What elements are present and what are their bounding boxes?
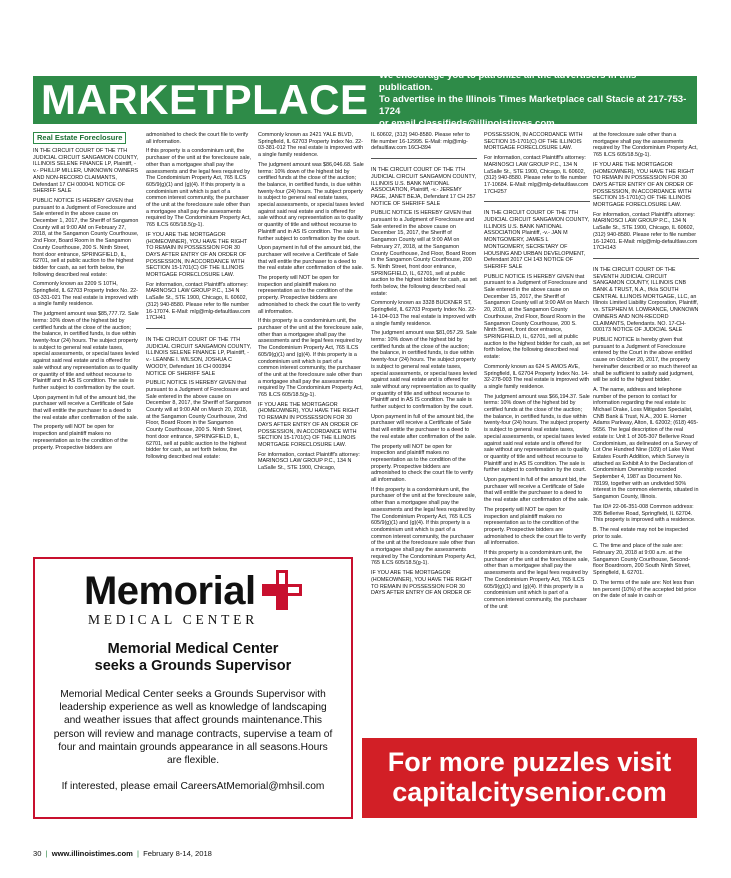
notice-paragraph: PUBLIC NOTICE is hereby given that pursuant to a Judgment of Foreclosure entered by the Court in the above entitled cause on October 20, 2017, the property hereinafter described or so much thereof as shall be sufficient to satisfy said judgment, will be sold to the highest bidder.	[593, 336, 698, 384]
ad-contact-email[interactable]: If interested, please email CareersAtMemorial@mhsil.com	[61, 781, 325, 793]
section-tag: Real Estate Foreclosure	[33, 132, 126, 144]
marketplace-header	[33, 70, 697, 129]
logo-subtitle: MEDICAL CENTER	[87, 612, 259, 627]
notice-paragraph: If this property is a condominium unit, the purchaser of the unit at the foreclosure sale, other than a mortgagee shall pay the assessments and the legal fees required by The Condominium Property Act, 765 ILCS 605/9(g)(1) and (g)(4). If this property is a condominium unit which is part of a common interest community, the purchaser of the unit at the foreclosure sale other than a mortgagee shall pay the assessments required by The Condominium Property Act, 765 ILCS 605/18.5(g-1).	[371, 486, 477, 567]
notice-paragraph: The judgment amount was $86,046.68. Sale terms: 10% down of the highest bid by certified funds at the close of the auction; the balance, in certified funds, is due within twenty-four (24) hours. The subject property is subject to general real estate taxes, special assessments, or special taxes levied against said real estate and is offered for sale without any representation as to quality or quantity of title and without recourse to Plaintiff and in AS IS condition. The sale is further subject to confirmation by the court.	[258, 161, 364, 242]
column-2	[146, 132, 252, 549]
notice-paragraph: The judgment amount was $66,194.37. Sale terms: 10% down of the highest bid by certified funds at the close of the auction; the balance, in certified funds, is due within twenty-four (24) hours. The subject property is subject to general real estate taxes, special assessments, or special taxes levied against said real estate and is offered for sale without any representation as to quality or quantity of title and without recourse to Plaintiff and in AS IS condition. The sale is further subject to confirmation by the court.	[484, 393, 590, 474]
column-4	[371, 132, 477, 732]
notice-paragraph: For information, contact Plaintiff's attorney: MARINOSCI LAW GROUP P.C., 134 N LaSalle St., STE 1900, Chicago, IL 60602, (312) 940-8580. Please refer to file number 16-17074. E-Mail: mlg@mlg-defaultlaw.com 17CH41	[146, 281, 251, 322]
advertise-promo: We encourage you to patronize all the advertisers in this publication. To advertise in the Illinois Times Marketplace call Stacie at 217-753-1724 or email classifieds@illinoistimes.com.	[379, 70, 687, 129]
notice-paragraph: The property will NOT be open for inspection and plaintiff makes no representation as to the condition of the property. Prospective bidders are admonished to check the court file to verify all information.	[258, 275, 361, 315]
notice-paragraph: IN THE CIRCUIT COURT OF THE SEVENTH JUDICIAL CIRCUIT SANGAMON COUNTY, ILLINOIS CNB BANK & TRUST, N.A., f/k/a SOUTH CENTRAL ILLINOIS MORTGAGE, LLC, an Illinois Limited Liability Corporation, Plaintiff, vs. STEPHEN M. LOWRANCE, UNKNOWN OWNERS AND NON-RECORD CLAIMANTS, Defendants. NO. 17-CH-000173 NOTICE OF JUDICIAL SALE	[593, 266, 699, 334]
notice-divider	[371, 158, 477, 159]
notice-paragraph: The property will NOT be open for inspection and plaintiff makes no representation as to the condition of the property. Prospective bidders are	[33, 424, 128, 451]
site-link[interactable]: www.illinoistimes.com	[51, 849, 133, 858]
notice-paragraph: Tax ID# 22-06-351-008 Common address: 305 Bellerive Road, Springfield, IL 62704. This property is improved with a residence.	[593, 503, 696, 524]
notice-paragraph: Commonly known as 624 S AMOS AVE, Springfield, IL 62704 Property Index No. 14-32-278-003 The real estate is improved with a single family residence.	[484, 363, 590, 390]
notice-paragraph: Commonly known as 2421 YALE BLVD, Springfield, IL 62703 Property Index No. 22-03-381-012 The real estate is improved with a single family residence.	[258, 132, 364, 159]
notice-paragraph: A. The name, address and telephone number of the person to contact for information regarding the real estate is: Michael Drake, Loss Mitigation Specialist, CNB Bank & Trust, N.A., 200 E. Homer Adams Parkway, Alton, IL 62002; (618) 465-5656. The legal description of the real estate is: Unit 1 of 305-307 Bellerive Road Condominium, as delineated on a Survey of Lot One Hundred Nine (109) of Lake West Estates Fourth Addition, which Survey is attached as Exhibit A to the Declaration of Condominium Ownership recorded September 4, 1987 as Document No. 78199, together with an undivided 50% interest in the common elements, situated in Sangamon County, Illinois.	[593, 386, 699, 501]
notice-paragraph: Upon payment in full of the amount bid, the purchaser will receive a Certificate of Sale that will entitle the purchaser to a deed to the real estate after confirmation of the sale.	[484, 477, 590, 504]
ad-headline: Memorial Medical Center seeks a Grounds Supervisor	[94, 641, 292, 674]
notice-paragraph: If this property is a condominium unit, the purchaser of the unit at the foreclosure sale, other than a mortgagee shall pay the assessments and the legal fees required by The Condominium Property Act, 765 ILCS 605/9(g)(1) and (g)(4). If this property is a condominium unit which is part of a common interest community, the purchaser of the unit at the foreclosure sale other than a mortgagee shall pay the assessments required by The Condominium Property Act, 765 ILCS 605/18.5(g-1).	[146, 148, 252, 229]
notice-paragraph: For information, contact Plaintiff's attorney: MARINOSCI LAW GROUP P.C., 134 N LaSalle St., STE 1900, Chicago, IL 60602, (312) 940-8580. Please refer to file number 17-10684. E-Mail: mlg@mlg-defaultlaw.com 17CH257	[484, 155, 589, 195]
notice-paragraph: IN THE CIRCUIT COURT OF THE 7TH JUDICIAL CIRCUIT SANGAMON COUNTY, ILLINOIS SELENE FINANCE LP, Plaintiff, -v.- LEANNE I. WILSON, JOSHUA C WOODY, Defendant 16 CH 000394 NOTICE OF SHERIFF SALE	[146, 336, 252, 377]
notice-paragraph: IF YOU ARE THE MORTGAGOR (HOMEOWNER), YOU HAVE THE RIGHT TO REMAIN IN POSSESSION FOR 30 DAYS AFTER ENTRY OF AN ORDER OF POSSESSION, IN ACCORDANCE WITH SECTION 15-1701(C) OF THE ILLINOIS MORTGAGE FORECLOSURE LAW.	[146, 231, 248, 279]
ad-body: Memorial Medical Center seeks a Grounds Supervisor with leadership experience as well as knowledge of landscaping and weather issues that affect grounds maintenance.This person will review and manage contracts, supervise a team of four and maintain grounds appearance in all seasons.Hours are flexible.	[53, 689, 333, 767]
notice-paragraph: D. The terms of the sale are: Not less than ten percent (10%) of the accepted bid price on the date of sale in cash or	[593, 579, 697, 600]
puzzles-ad: For more puzzles visit capitalcitysenior.com	[362, 738, 697, 818]
column-5	[484, 132, 590, 732]
notice-paragraph: IN THE CIRCUIT COURT OF THE 7TH JUDICIAL CIRCUIT SANGAMON COUNTY, ILLINOIS U.S. BANK NATIONAL ASSOCIATION, Plaintiff, -v.- JEREMY PAGE, JANET BEJA, Defendant 17 CH 257 NOTICE OF SHERIFF SALE	[371, 167, 477, 207]
notice-paragraph: B. The real estate may not be inspected prior to sale.	[593, 526, 689, 540]
column-6	[593, 132, 699, 732]
notice-paragraph: The property will NOT be open for inspection and plaintiff makes no representation as to the condition of the property. Prospective bidders are admonished to check the court file to verify all information.	[484, 506, 587, 547]
notice-paragraph: admonished to check the court file to verify all information.	[146, 132, 249, 145]
notice-paragraph: at the foreclosure sale other than a mortgagee shall pay the assessments required by The Condominium Property Act, 765 ILCS 605/18.5(g-1).	[593, 132, 698, 159]
notice-paragraph: Upon payment in full of the amount bid, the purchaser will receive a Certificate of Sale that will entitle the purchaser to a deed to the real estate after confirmation of the sale.	[258, 245, 364, 272]
notice-paragraph: If this property is a condominium unit, the purchaser of the unit at the foreclosure sale, other than a mortgagee shall pay the assessments and the legal fees required by The Condominium Property Act, 765 ILCS 605/9(g)(1) and (g)(4). If this property is a condominium unit which is part of a common interest community, the purchaser of the unit at the foreclosure sale other than a mortgagee shall pay the assessments required by The Condominium Property Act, 765 ILCS 605/18.5(g-1).	[258, 318, 364, 399]
medical-cross-icon	[262, 570, 302, 610]
notice-paragraph: IF YOU ARE THE MORTGAGOR (HOMEOWNER), YOU HAVE THE RIGHT TO REMAIN IN POSSESSION FOR 30 DAYS AFTER ENTRY OF AN ORDER OF POSSESSION, IN ACCORDANCE WITH SECTION 15-1701(C) OF THE ILLINOIS MORTGAGE FORECLOSURE LAW.	[258, 401, 360, 448]
notice-paragraph: The property will NOT be open for inspection and plaintiff makes no representation as to the condition of the property. Prospective bidders are admonished to check the court file to verify all information.	[371, 443, 474, 484]
notice-paragraph: Commonly known as 3328 BUCKNER ST, Springfield, IL 62703 Property Index No. 22-14-104-013 The real estate is improved with a single family residence.	[371, 300, 477, 327]
notice-paragraph: For information, contact Plaintiff's attorney: MARINOSCI LAW GROUP P.C., 134 N LaSalle St., STE 1900, Chicago,	[258, 451, 360, 472]
notice-paragraph: PUBLIC NOTICE IS HEREBY GIVEN that pursuant to a Judgment of Foreclosure and Sale entered in the above cause on December 1, 2017, the Sheriff of Sangamon County will at 9:00 AM on February 27, 2018, at the Sangamon County Courthouse, 2nd Floor, Board Room in the Sangamon County Courthouse, 200 S. Ninth Street, front door entrance, SPRINGFIELD, IL, 62701, sell at public auction to the highest bidder for cash, as set forth below, the following described real estate:	[33, 197, 139, 278]
notice-paragraph: PUBLIC NOTICE IS HEREBY GIVEN that pursuant to a Judgment of Foreclosure and Sale entered in the above cause on December 15, 2017, the Sheriff of Sangamon County will at 9:00 AM on February 27, 2018, at the Sangamon County Courthouse, 2nd Floor, Board Room in the Sangamon County Courthouse, 200 S. Ninth Street, front door entrance, SPRINGFIELD, IL, 62701, sell at public auction to the highest bidder for cash, as set forth below, the following described real estate:	[371, 210, 477, 297]
page-title: MARKETPLACE	[41, 76, 369, 123]
memorial-job-ad	[33, 557, 353, 819]
puzzles-link[interactable]: capitalcitysenior.com	[392, 777, 667, 807]
issue-date: February 8-14, 2018	[143, 849, 212, 858]
notice-paragraph: IL 60602, (312) 940-8580. Please refer to file number 16-12995. E-Mail: mlg@mlg-defaultlaw.com 16CH394	[371, 132, 470, 152]
notice-paragraph: PUBLIC NOTICE IS HEREBY GIVEN that pursuant to a Judgment of Foreclosure and Sale entered in the above cause on December 15, 2017, the Sheriff of Sangamon County will at 9:00 AM on March 20, 2018, at the Sangamon County Courthouse, 2nd Floor, Board Room in the Sangamon County Courthouse, 200 S. Ninth Street, front door entrance, SPRINGFIELD, IL, 62701, sell at public auction to the highest bidder for cash, as set forth below, the following described real estate:	[484, 273, 590, 361]
notice-paragraph: PUBLIC NOTICE IS HEREBY GIVEN that pursuant to a Judgment of Foreclosure and Sale entered in the above cause on December 8, 2017, the Sheriff of Sangamon County will at 9:00 AM on March 20, 2018, at the Sangamon County Courthouse, 2nd Floor, Board Room in the Sangamon County Courthouse, 200 S. Ninth Street, front door entrance, SPRINGFIELD, IL, 62701, sell at public auction to the highest bidder for cash, as set forth below, the following described real estate:	[146, 380, 252, 460]
memorial-logo	[35, 571, 351, 628]
notice-paragraph: IF YOU ARE THE MORTGAGOR (HOMEOWNER), YOU HAVE THE RIGHT TO REMAIN IN POSSESSION FOR 30 DAYS AFTER ENTRY OF AN ORDER OF POSSESSION, IN ACCORDANCE WITH SECTION 15-1701(C) OF THE ILLINOIS MORTGAGE FORECLOSURE LAW.	[593, 161, 695, 209]
page-footer: 30 | www.illinoistimes.com | February 8-14, 2018	[33, 849, 212, 858]
notice-divider	[484, 201, 590, 202]
notice-paragraph: If this property is a condominium unit, the purchaser of the unit at the foreclosure sale, other than a mortgagee shall pay the assessments and the legal fees required by The Condominium Property Act, 765 ILCS 605/9(g)(1) and (g)(4). If this property is a condominium unit which is part of a common interest community, the purchaser of the unit	[484, 550, 590, 610]
notice-paragraph: For information, contact Plaintiff's attorney: MARINOSCI LAW GROUP P.C., 134 N LaSalle St., STE 1900, Chicago, IL 60602, (312) 940-8580. Please refer to file number 16-12401. E-Mail: mlg@mlg-defaultlaw.com 17CH143	[593, 211, 698, 252]
notice-divider	[593, 258, 699, 259]
notice-paragraph: The judgment amount was $81,057.29. Sale terms: 10% down of the highest bid by certified funds at the close of the auction; the balance, in certified funds, is due within twenty-four (24) hours. The subject property is subject to general real estate taxes, special assessments, or special taxes levied against said real estate and is offered for sale without any representation as to quality or quantity of title and without recourse to Plaintiff and in AS IS condition. The sale is further subject to confirmation by the court.	[371, 330, 477, 411]
logo-name: Memorial	[83, 569, 256, 613]
notice-paragraph: IN THE CIRCUIT COURT OF THE 7TH JUDICIAL CIRCUIT SANGAMON COUNTY, ILLINOIS SELENE FINANCE LP, Plaintiff, -v.- PHILLIP MILLER, UNKNOWN OWNERS AND NON-RECORD CLAIMANTS, Defendant 17 CH 000041 NOTICE OF SHERIFF SALE	[33, 148, 139, 195]
notice-paragraph: IF YOU ARE THE MORTGAGOR (HOMEOWNER), YOU HAVE THE RIGHT TO REMAIN IN POSSESSION FOR 30 DAYS AFTER ENTRY OF AN ORDER OF	[371, 570, 473, 597]
notice-divider	[146, 328, 252, 329]
column-1	[33, 132, 139, 549]
page-number: 30	[33, 849, 42, 858]
notice-paragraph: The judgment amount was $85,777.72. Sale terms: 10% down of the highest bid by certified funds at the close of the auction; the balance, in certified funds, is due within twenty-four (24) hours. The subject property is subject to general real estate taxes, special assessments, or special taxes levied against said real estate and is offered for sale without any representation as to quality or quantity of title and without recourse to Plaintiff and in AS IS condition. The sale is further subject to confirmation by the court.	[33, 311, 139, 391]
notice-paragraph: IN THE CIRCUIT COURT OF THE 7TH JUDICIAL CIRCUIT SANGAMON COUNTY, ILLINOIS U.S. BANK NATIONAL ASSOCIATION Plaintiff, -v.- JAN M MONTGOMERY, JAMES L MONTGOMERY, SECRETARY OF HOUSING AND URBAN DEVELOPMENT, Defendant 2017 CH 143 NOTICE OF SHERIFF SALE	[484, 210, 590, 270]
notice-paragraph: POSSESSION, IN ACCORDANCE WITH SECTION 15-1701(C) OF THE ILLINOIS MORTGAGE FORECLOSURE LAW.	[484, 132, 583, 152]
notice-paragraph: C. The time and place of the sale are: February 20, 2018 at 9:00 a.m. at the Sangamon County Courthouse, Second-floor Boardroom, 200 South Ninth Street, Springfield, IL 62701.	[593, 543, 691, 577]
column-3	[258, 132, 364, 549]
notice-paragraph: Commonly known as 2209 S 10TH, Springfield, IL 62703 Property Index No. 22-03-331-021 The real estate is improved with a single family residence.	[33, 281, 139, 308]
notice-paragraph: Upon payment in full of the amount bid, the purchaser will receive a Certificate of Sale that will entitle the purchaser to a deed to the real estate after confirmation of the sale.	[33, 394, 139, 421]
notice-paragraph: Upon payment in full of the amount bid, the purchaser will receive a Certificate of Sale that will entitle the purchaser to a deed to the real estate after confirmation of the sale.	[371, 413, 477, 440]
